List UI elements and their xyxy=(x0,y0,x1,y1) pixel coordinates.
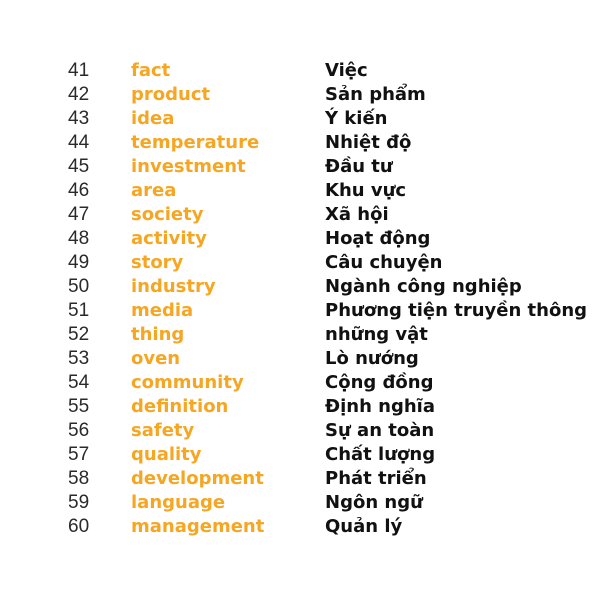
english-word: investment xyxy=(131,156,246,177)
vietnamese-word: Hoạt động xyxy=(325,228,431,249)
vietnamese-word: Định nghĩa xyxy=(325,396,435,417)
vocab-row xyxy=(0,203,600,227)
vietnamese-word: Chất lượng xyxy=(325,444,436,465)
row-number: 45 xyxy=(68,156,90,177)
vietnamese-word: Phát triển xyxy=(325,468,427,489)
vocab-row xyxy=(0,299,600,323)
english-word: activity xyxy=(131,228,207,249)
row-number: 41 xyxy=(68,60,90,81)
vietnamese-word: Sản phẩm xyxy=(325,84,426,105)
row-number: 44 xyxy=(68,132,90,153)
vietnamese-word: Lò nướng xyxy=(325,348,419,369)
vocab-row xyxy=(0,251,600,275)
english-word: definition xyxy=(131,396,229,417)
row-number: 57 xyxy=(68,444,90,465)
english-word: idea xyxy=(131,108,175,129)
vocab-row xyxy=(0,395,600,419)
english-word: area xyxy=(131,180,177,201)
vietnamese-word: Ý kiến xyxy=(325,108,388,129)
vocab-row xyxy=(0,83,600,107)
vietnamese-word: Nhiệt độ xyxy=(325,132,412,153)
row-number: 59 xyxy=(68,492,90,513)
english-word: development xyxy=(131,468,264,489)
vocab-row xyxy=(0,59,600,83)
row-number: 58 xyxy=(68,468,90,489)
english-word: story xyxy=(131,252,184,273)
vocab-row xyxy=(0,443,600,467)
vietnamese-word: Khu vực xyxy=(325,180,407,201)
english-word: oven xyxy=(131,348,181,369)
row-number: 48 xyxy=(68,228,90,249)
vietnamese-word: Quản lý xyxy=(325,516,403,537)
english-word: safety xyxy=(131,420,195,441)
row-number: 51 xyxy=(68,300,90,321)
vocab-row xyxy=(0,155,600,179)
vocab-row xyxy=(0,275,600,299)
row-number: 53 xyxy=(68,348,90,369)
vocab-row xyxy=(0,347,600,371)
row-number: 47 xyxy=(68,204,90,225)
vocab-row xyxy=(0,467,600,491)
row-number: 60 xyxy=(68,516,90,537)
vietnamese-word: những vật xyxy=(325,324,428,345)
english-word: temperature xyxy=(131,132,260,153)
english-word: thing xyxy=(131,324,185,345)
row-number: 42 xyxy=(68,84,90,105)
row-number: 56 xyxy=(68,420,90,441)
vietnamese-word: Phương tiện truyền thông xyxy=(325,300,588,321)
vietnamese-word: Đầu tư xyxy=(325,156,393,177)
vietnamese-word: Xã hội xyxy=(325,204,389,225)
vocab-row xyxy=(0,371,600,395)
vietnamese-word: Sự an toàn xyxy=(325,420,435,441)
vocab-row xyxy=(0,107,600,131)
vocab-row xyxy=(0,515,600,539)
row-number: 54 xyxy=(68,372,90,393)
row-number: 49 xyxy=(68,252,90,273)
vocab-row xyxy=(0,131,600,155)
row-number: 55 xyxy=(68,396,90,417)
vietnamese-word: Cộng đồng xyxy=(325,372,434,393)
english-word: fact xyxy=(131,60,171,81)
vocabulary-list xyxy=(0,59,600,539)
english-word: industry xyxy=(131,276,216,297)
vietnamese-word: Việc xyxy=(325,60,368,81)
vocab-row xyxy=(0,491,600,515)
vocab-row xyxy=(0,179,600,203)
english-word: media xyxy=(131,300,194,321)
vocab-row xyxy=(0,323,600,347)
english-word: language xyxy=(131,492,226,513)
row-number: 50 xyxy=(68,276,90,297)
vocab-row xyxy=(0,419,600,443)
vocab-row xyxy=(0,227,600,251)
vietnamese-word: Ngôn ngữ xyxy=(325,492,423,513)
english-word: quality xyxy=(131,444,202,465)
row-number: 52 xyxy=(68,324,90,345)
english-word: society xyxy=(131,204,204,225)
row-number: 46 xyxy=(68,180,90,201)
english-word: management xyxy=(131,516,265,537)
vietnamese-word: Câu chuyện xyxy=(325,252,443,273)
english-word: community xyxy=(131,372,244,393)
row-number: 43 xyxy=(68,108,90,129)
english-word: product xyxy=(131,84,211,105)
vietnamese-word: Ngành công nghiệp xyxy=(325,276,522,297)
